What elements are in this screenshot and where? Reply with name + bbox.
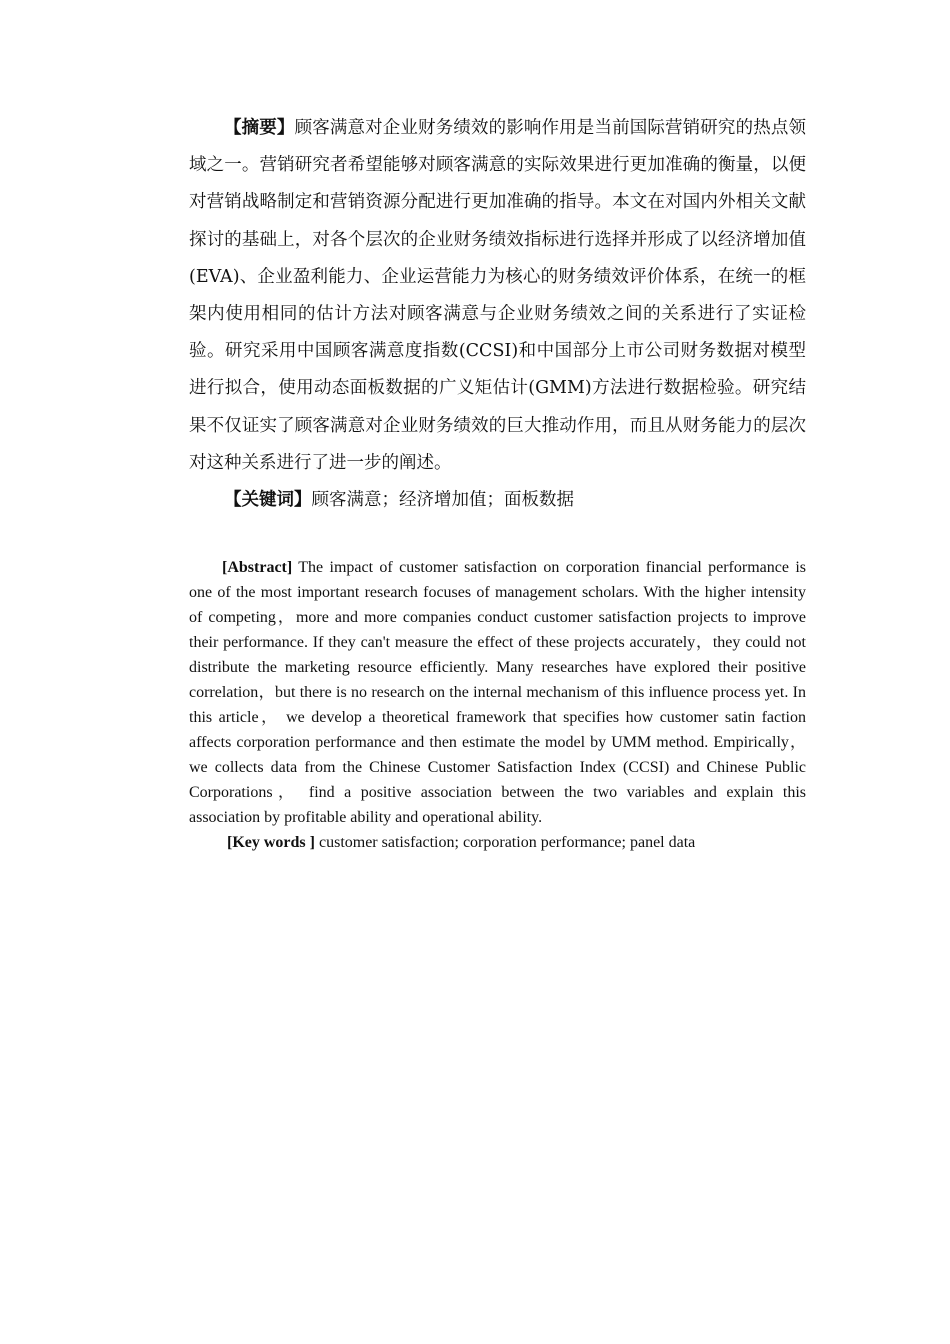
english-abstract-text: The impact of customer satisfaction on corporation financial performance is one of the most important research focuses of management scholars. With the higher intensity of competing，more and more companies conduct customer satisfaction projects to improve their performance. If they can't measure the effect of these projects accurately，they could not distribute the marketing resource efficiently. Many researches have explored their positive correlation，but there is no research on the internal mechanism of this influence process yet. In this article， we develop a theoretical framework that specifies how customer satin faction affects corporation performance and then estimate the model by UMM method. Empirically， we collects data from the Chinese Customer Satisfaction Index (CCSI) and Chinese Public Corporations， find a positive association between the two variables and explain this association by profitable ability and operational ability. <box>189 559 806 827</box>
english-keywords-text: customer satisfaction; corporation performance; panel data <box>314 834 696 852</box>
chinese-abstract-text: 顾客满意对企业财务绩效的影响作用是当前国际营销研究的热点领域之一。营销研究者希望能够对顾客满意的实际效果进行更加准确的衡量，以便对营销战略制定和营销资源分配进行更加准确的指导。本文在对国内外相关文献探讨的基础上，对各个层次的企业财务绩效指标进行选择并形成了以经济增加值(EVA)、企业盈利能力、企业运营能力为核心的财务绩效评价体系，在统一的框架内使用相同的估计方法对顾客满意与企业财务绩效之间的关系进行了实证检验。研究采用中国顾客满意度指数(CCSI)和中国部分上市公司财务数据对模型进行拟合，使用动态面板数据的广义矩估计(GMM)方法进行数据检验。研究结果不仅证实了顾客满意对企业财务绩效的巨大推动作用，而且从财务能力的层次对这种关系进行了进一步的阐述。 <box>189 118 806 473</box>
abstract-section <box>189 110 806 855</box>
english-keywords-line <box>189 830 806 855</box>
chinese-keywords-label: 【关键词】 <box>224 490 312 511</box>
english-keywords-label: [Key words ] <box>227 834 315 852</box>
chinese-keywords-line <box>189 482 806 519</box>
chinese-abstract-label: 【摘要】 <box>224 118 295 138</box>
chinese-keywords-text: 顾客满意；经济增加值；面板数据 <box>311 490 574 511</box>
english-abstract-label: [Abstract] <box>222 559 293 577</box>
chinese-abstract-paragraph <box>189 110 806 482</box>
english-abstract-paragraph <box>189 555 806 830</box>
